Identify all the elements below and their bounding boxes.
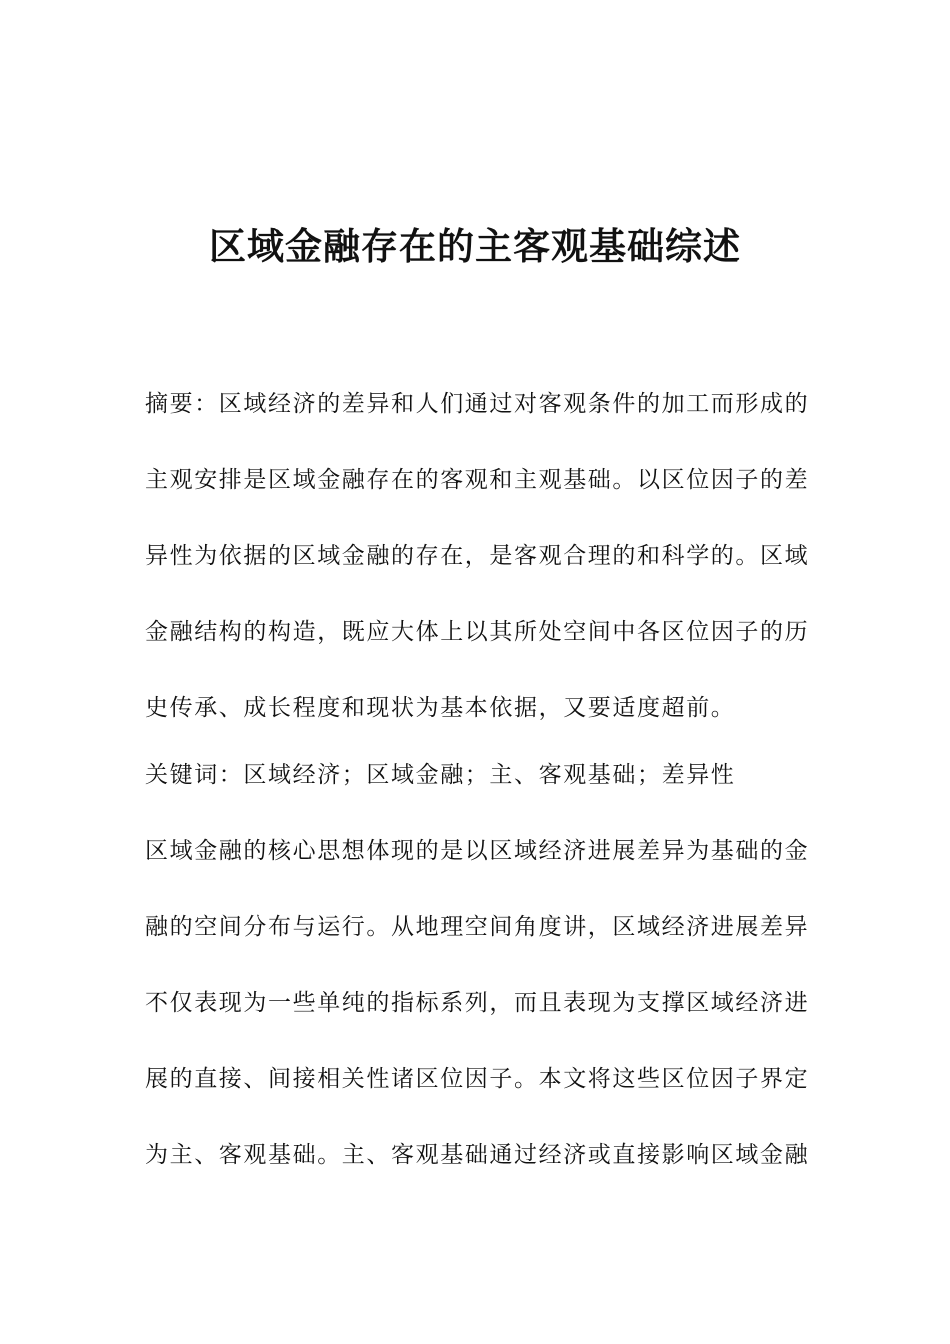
intro-line: 不仅表现为一些单纯的指标系列，而且表现为支撑区域经济进 (145, 990, 810, 1016)
intro-line: 融的空间分布与运行。从地理空间角度讲，区域经济进展差异 (145, 914, 810, 940)
abstract-line: 主观安排是区域金融存在的客观和主观基础。以区位因子的差 (145, 467, 810, 493)
abstract-line: 摘要：区域经济的差异和人们通过对客观条件的加工而形成的 (145, 391, 810, 417)
intro-line: 为主、客观基础。主、客观基础通过经济或直接影响区域金融 (145, 1142, 810, 1168)
abstract-line: 史传承、成长程度和现状为基本依据，又要适度超前。 (145, 695, 736, 721)
keywords-line: 关键词：区域经济；区域金融；主、客观基础；差异性 (145, 762, 736, 788)
document-title: 区域金融存在的主客观基础综述 (209, 225, 741, 268)
abstract-line: 异性为依据的区域金融的存在，是客观合理的和科学的。区域 (145, 543, 810, 569)
abstract-line: 金融结构的构造，既应大体上以其所处空间中各区位因子的历 (145, 619, 810, 645)
keywords-paragraph (145, 737, 810, 813)
abstract-paragraph (145, 366, 810, 746)
intro-paragraph (145, 813, 810, 1193)
intro-line: 区域金融的核心思想体现的是以区域经济进展差异为基础的金 (145, 838, 810, 864)
intro-line: 展的直接、间接相关性诸区位因子。本文将这些区位因子界定 (145, 1066, 810, 1092)
